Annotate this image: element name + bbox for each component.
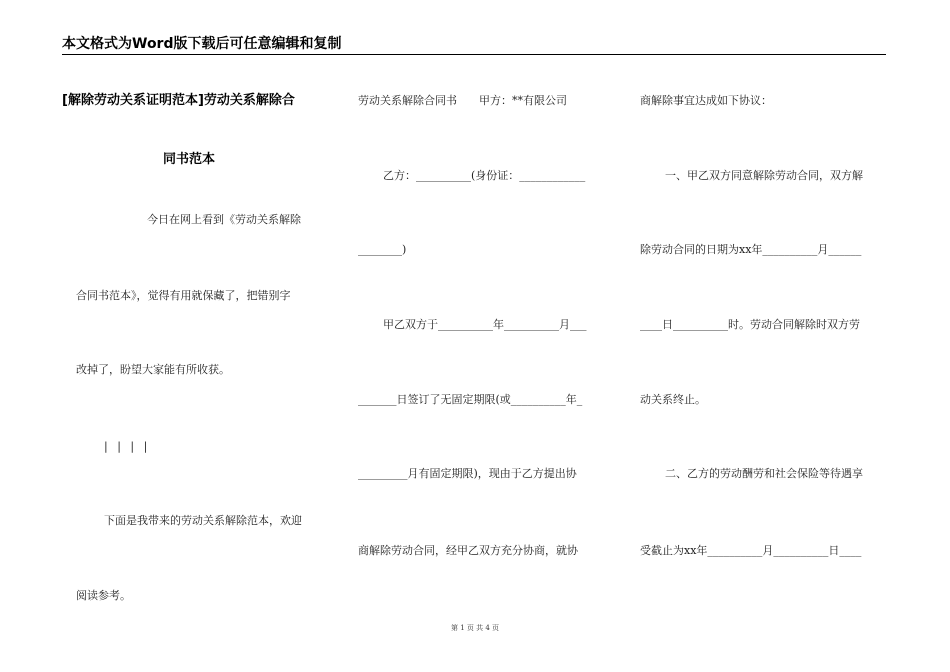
paragraph-line: 除劳动合同的日期为xx年__________月______ bbox=[640, 243, 862, 256]
paragraph-line: 阅读参考。 bbox=[76, 589, 131, 602]
paragraph-line: 动关系终止。 bbox=[640, 393, 706, 406]
paragraph-line: 乙方：__________(身份证：____________ bbox=[383, 169, 586, 182]
document-title-line-1: [解除劳动关系证明范本]劳动关系解除合 bbox=[62, 93, 295, 108]
paragraph-line: 商解除事宜达成如下协议： bbox=[640, 94, 772, 107]
paragraph-line: ________) bbox=[358, 243, 407, 256]
paragraph-line: 商解除劳动合同，经甲乙双方充分协商，就协 bbox=[358, 544, 578, 557]
document-title-line-2: 同书范本 bbox=[163, 152, 216, 167]
paragraph-line: 一、甲乙双方同意解除劳动合同，双方解 bbox=[665, 169, 863, 182]
paragraph-line: ____日__________时。劳动合同解除时双方劳 bbox=[640, 318, 860, 331]
paragraph-line: 二、乙方的劳动酬劳和社会保险等待遇享 bbox=[665, 467, 863, 480]
page-number: 第 1 页 共 4 页 bbox=[450, 624, 500, 632]
paragraph-line: 改掉了，盼望大家能有所收获。 bbox=[76, 363, 230, 376]
paragraph-line: 下面是我带来的劳动关系解除范本，欢迎 bbox=[104, 514, 302, 527]
paragraph-line: 今日在网上看到《劳动关系解除 bbox=[147, 213, 301, 226]
separator-bars: | | | | bbox=[104, 440, 151, 453]
paragraph-line: 甲乙双方于__________年__________月___ bbox=[383, 318, 587, 331]
paragraph-line: 受截止为xx年__________月__________日____ bbox=[640, 544, 862, 557]
paragraph-line: 劳动关系解除合同书 甲方：**有限公司 bbox=[358, 94, 567, 107]
paragraph-line: _______日签订了无固定期限(或__________年_ bbox=[358, 393, 583, 406]
document-header: 本文格式为Word版下载后可任意编辑和复制 bbox=[62, 34, 886, 55]
paragraph-line: _________月有固定期限)，现由于乙方提出协 bbox=[358, 467, 577, 480]
paragraph-line: 合同书范本》，觉得有用就保藏了，把错别字 bbox=[76, 289, 291, 302]
